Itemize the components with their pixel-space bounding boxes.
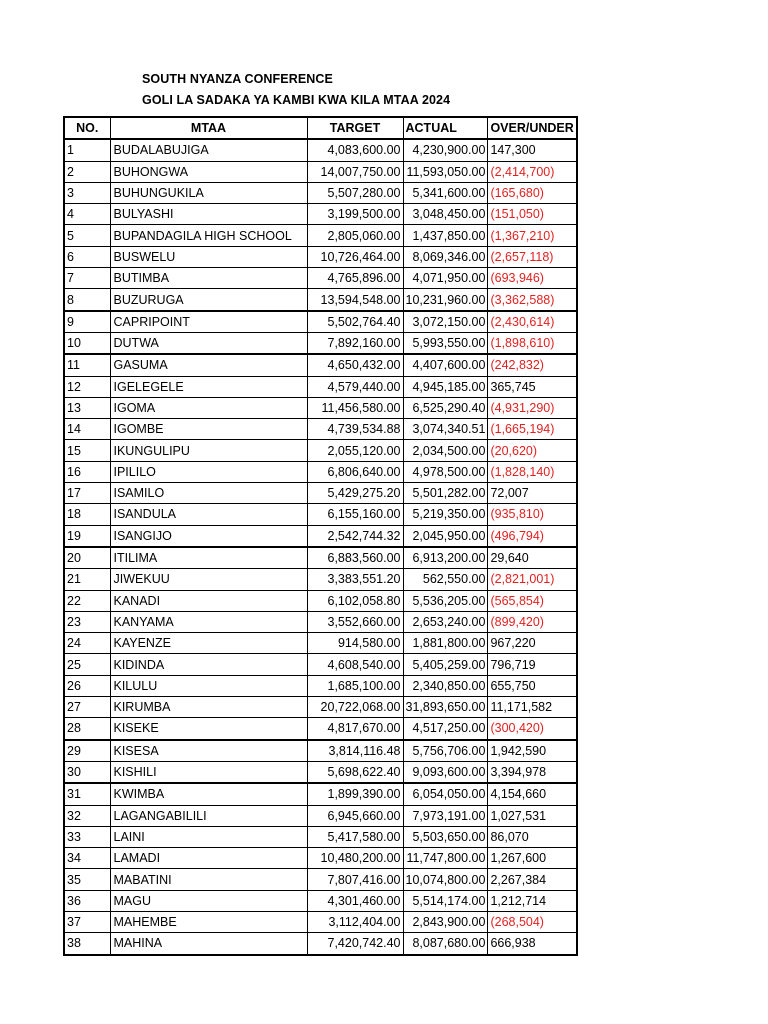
actual-amount: 4,407,600.00 bbox=[403, 354, 488, 376]
row-number: 24 bbox=[64, 633, 110, 654]
actual-amount: 562,550.00 bbox=[403, 569, 488, 590]
mtaa-name: CAPRIPOINT bbox=[110, 311, 307, 333]
mtaa-name: MAHINA bbox=[110, 933, 307, 955]
actual-amount: 10,074,800.00 bbox=[403, 869, 488, 890]
row-number: 23 bbox=[64, 611, 110, 632]
actual-amount: 4,230,900.00 bbox=[403, 139, 488, 161]
target-amount: 1,685,100.00 bbox=[307, 675, 403, 696]
actual-amount: 5,503,650.00 bbox=[403, 826, 488, 847]
row-number: 32 bbox=[64, 805, 110, 826]
mtaa-name: IGOMBE bbox=[110, 419, 307, 440]
table-row bbox=[64, 911, 577, 932]
actual-amount: 2,843,900.00 bbox=[403, 911, 488, 932]
table-row bbox=[64, 289, 577, 311]
row-number: 17 bbox=[64, 483, 110, 504]
target-amount: 5,417,580.00 bbox=[307, 826, 403, 847]
over-under-amount: 365,745 bbox=[488, 376, 577, 397]
target-amount: 14,007,750.00 bbox=[307, 161, 403, 182]
actual-amount: 7,973,191.00 bbox=[403, 805, 488, 826]
table-row bbox=[64, 440, 577, 461]
row-number: 9 bbox=[64, 311, 110, 333]
actual-amount: 4,517,250.00 bbox=[403, 718, 488, 740]
actual-amount: 5,993,550.00 bbox=[403, 332, 488, 354]
table-row bbox=[64, 204, 577, 225]
table-row bbox=[64, 161, 577, 182]
over-under-amount: (3,362,588) bbox=[488, 289, 577, 311]
table-row bbox=[64, 376, 577, 397]
target-amount: 4,083,600.00 bbox=[307, 139, 403, 161]
target-amount: 4,817,670.00 bbox=[307, 718, 403, 740]
target-amount: 1,899,390.00 bbox=[307, 783, 403, 805]
target-amount: 7,420,742.40 bbox=[307, 933, 403, 955]
target-amount: 5,429,275.20 bbox=[307, 483, 403, 504]
mtaa-name: BUZURUGA bbox=[110, 289, 307, 311]
target-amount: 3,383,551.20 bbox=[307, 569, 403, 590]
row-number: 25 bbox=[64, 654, 110, 675]
target-amount: 7,807,416.00 bbox=[307, 869, 403, 890]
row-number: 22 bbox=[64, 590, 110, 611]
row-number: 8 bbox=[64, 289, 110, 311]
over-under-amount: (242,832) bbox=[488, 354, 577, 376]
actual-amount: 8,087,680.00 bbox=[403, 933, 488, 955]
target-amount: 4,608,540.00 bbox=[307, 654, 403, 675]
over-under-amount: (151,050) bbox=[488, 204, 577, 225]
over-under-amount: (165,680) bbox=[488, 182, 577, 203]
mtaa-name: JIWEKUU bbox=[110, 569, 307, 590]
table-row bbox=[64, 633, 577, 654]
document-title: SOUTH NYANZA CONFERENCE bbox=[142, 72, 333, 86]
actual-amount: 2,340,850.00 bbox=[403, 675, 488, 696]
target-amount: 2,542,744.32 bbox=[307, 525, 403, 547]
over-under-amount: 796,719 bbox=[488, 654, 577, 675]
table-row bbox=[64, 504, 577, 525]
target-amount: 3,814,116.48 bbox=[307, 740, 403, 762]
row-number: 34 bbox=[64, 848, 110, 869]
target-amount: 5,502,764.40 bbox=[307, 311, 403, 333]
actual-amount: 31,893,650.00 bbox=[403, 697, 488, 718]
actual-amount: 3,072,150.00 bbox=[403, 311, 488, 333]
table-row bbox=[64, 354, 577, 376]
mtaa-name: KANYAMA bbox=[110, 611, 307, 632]
over-under-amount: 2,267,384 bbox=[488, 869, 577, 890]
actual-amount: 11,747,800.00 bbox=[403, 848, 488, 869]
over-under-amount: (1,665,194) bbox=[488, 419, 577, 440]
target-amount: 914,580.00 bbox=[307, 633, 403, 654]
actual-amount: 8,069,346.00 bbox=[403, 246, 488, 267]
mtaa-name: IGELEGELE bbox=[110, 376, 307, 397]
row-number: 36 bbox=[64, 890, 110, 911]
mtaa-name: MABATINI bbox=[110, 869, 307, 890]
target-amount: 3,199,500.00 bbox=[307, 204, 403, 225]
over-under-amount: 666,938 bbox=[488, 933, 577, 955]
over-under-amount: (268,504) bbox=[488, 911, 577, 932]
over-under-amount: (935,810) bbox=[488, 504, 577, 525]
over-under-amount: 967,220 bbox=[488, 633, 577, 654]
table-row bbox=[64, 869, 577, 890]
row-number: 38 bbox=[64, 933, 110, 955]
row-number: 4 bbox=[64, 204, 110, 225]
actual-amount: 6,054,050.00 bbox=[403, 783, 488, 805]
mtaa-name: KISESA bbox=[110, 740, 307, 762]
table-row bbox=[64, 246, 577, 267]
row-number: 27 bbox=[64, 697, 110, 718]
mtaa-name: KISEKE bbox=[110, 718, 307, 740]
actual-amount: 5,219,350.00 bbox=[403, 504, 488, 525]
target-amount: 4,650,432.00 bbox=[307, 354, 403, 376]
mtaa-name: KISHILI bbox=[110, 761, 307, 783]
column-header-mtaa: MTAA bbox=[110, 117, 307, 139]
target-amount: 10,480,200.00 bbox=[307, 848, 403, 869]
row-number: 11 bbox=[64, 354, 110, 376]
over-under-amount: (2,430,614) bbox=[488, 311, 577, 333]
target-amount: 2,805,060.00 bbox=[307, 225, 403, 246]
row-number: 14 bbox=[64, 419, 110, 440]
row-number: 13 bbox=[64, 397, 110, 418]
over-under-amount: 86,070 bbox=[488, 826, 577, 847]
over-under-amount: (20,620) bbox=[488, 440, 577, 461]
mtaa-name: BUHONGWA bbox=[110, 161, 307, 182]
row-number: 3 bbox=[64, 182, 110, 203]
over-under-amount: 147,300 bbox=[488, 139, 577, 161]
table-row bbox=[64, 590, 577, 611]
mtaa-name: ISANGIJO bbox=[110, 525, 307, 547]
actual-amount: 2,045,950.00 bbox=[403, 525, 488, 547]
actual-amount: 9,093,600.00 bbox=[403, 761, 488, 783]
over-under-amount: 29,640 bbox=[488, 547, 577, 569]
over-under-amount: 11,171,582 bbox=[488, 697, 577, 718]
row-number: 19 bbox=[64, 525, 110, 547]
table-row bbox=[64, 569, 577, 590]
over-under-amount: (2,657,118) bbox=[488, 246, 577, 267]
mtaa-name: LAINI bbox=[110, 826, 307, 847]
actual-amount: 5,536,205.00 bbox=[403, 590, 488, 611]
row-number: 10 bbox=[64, 332, 110, 354]
table-row bbox=[64, 268, 577, 289]
over-under-amount: (2,414,700) bbox=[488, 161, 577, 182]
table-row bbox=[64, 547, 577, 569]
table-row bbox=[64, 805, 577, 826]
mtaa-name: BUDALABUJIGA bbox=[110, 139, 307, 161]
actual-amount: 6,913,200.00 bbox=[403, 547, 488, 569]
row-number: 15 bbox=[64, 440, 110, 461]
table-row bbox=[64, 461, 577, 482]
target-amount: 6,883,560.00 bbox=[307, 547, 403, 569]
actual-amount: 3,074,340.51 bbox=[403, 419, 488, 440]
mtaa-name: BULYASHI bbox=[110, 204, 307, 225]
actual-amount: 3,048,450.00 bbox=[403, 204, 488, 225]
actual-amount: 10,231,960.00 bbox=[403, 289, 488, 311]
target-amount: 5,698,622.40 bbox=[307, 761, 403, 783]
table-row bbox=[64, 611, 577, 632]
over-under-amount: (899,420) bbox=[488, 611, 577, 632]
target-amount: 13,594,548.00 bbox=[307, 289, 403, 311]
actual-amount: 1,437,850.00 bbox=[403, 225, 488, 246]
actual-amount: 4,945,185.00 bbox=[403, 376, 488, 397]
mtaa-name: BUHUNGUKILA bbox=[110, 182, 307, 203]
row-number: 12 bbox=[64, 376, 110, 397]
actual-amount: 5,341,600.00 bbox=[403, 182, 488, 203]
column-header-over-under: OVER/UNDER bbox=[488, 117, 577, 139]
row-number: 20 bbox=[64, 547, 110, 569]
mtaa-name: LAMADI bbox=[110, 848, 307, 869]
row-number: 16 bbox=[64, 461, 110, 482]
over-under-amount: (693,946) bbox=[488, 268, 577, 289]
row-number: 1 bbox=[64, 139, 110, 161]
actual-amount: 2,653,240.00 bbox=[403, 611, 488, 632]
mtaa-name: ITILIMA bbox=[110, 547, 307, 569]
actual-amount: 5,756,706.00 bbox=[403, 740, 488, 762]
table-row bbox=[64, 761, 577, 783]
row-number: 31 bbox=[64, 783, 110, 805]
over-under-amount: (1,898,610) bbox=[488, 332, 577, 354]
table-header-row bbox=[64, 117, 577, 139]
target-amount: 5,507,280.00 bbox=[307, 182, 403, 203]
row-number: 6 bbox=[64, 246, 110, 267]
target-amount: 4,301,460.00 bbox=[307, 890, 403, 911]
row-number: 7 bbox=[64, 268, 110, 289]
row-number: 35 bbox=[64, 869, 110, 890]
row-number: 37 bbox=[64, 911, 110, 932]
mtaa-name: KILULU bbox=[110, 675, 307, 696]
table-row bbox=[64, 890, 577, 911]
column-header-actual: ACTUAL bbox=[403, 117, 488, 139]
table-row bbox=[64, 848, 577, 869]
row-number: 5 bbox=[64, 225, 110, 246]
table-row bbox=[64, 826, 577, 847]
over-under-amount: 3,394,978 bbox=[488, 761, 577, 783]
table-row bbox=[64, 675, 577, 696]
table-row bbox=[64, 311, 577, 333]
target-amount: 4,739,534.88 bbox=[307, 419, 403, 440]
table-row bbox=[64, 139, 577, 161]
table-row bbox=[64, 397, 577, 418]
mtaa-name: IGOMA bbox=[110, 397, 307, 418]
row-number: 30 bbox=[64, 761, 110, 783]
table-row bbox=[64, 783, 577, 805]
target-amount: 6,945,660.00 bbox=[307, 805, 403, 826]
target-amount: 6,806,640.00 bbox=[307, 461, 403, 482]
mtaa-name: BUPANDAGILA HIGH SCHOOL bbox=[110, 225, 307, 246]
over-under-amount: (4,931,290) bbox=[488, 397, 577, 418]
target-amount: 10,726,464.00 bbox=[307, 246, 403, 267]
mtaa-name: KWIMBA bbox=[110, 783, 307, 805]
over-under-amount: (300,420) bbox=[488, 718, 577, 740]
target-amount: 6,102,058.80 bbox=[307, 590, 403, 611]
over-under-amount: 4,154,660 bbox=[488, 783, 577, 805]
table-row bbox=[64, 332, 577, 354]
table-row bbox=[64, 933, 577, 955]
row-number: 21 bbox=[64, 569, 110, 590]
target-amount: 6,155,160.00 bbox=[307, 504, 403, 525]
mtaa-name: IKUNGULIPU bbox=[110, 440, 307, 461]
mtaa-name: IPILILO bbox=[110, 461, 307, 482]
over-under-amount: (496,794) bbox=[488, 525, 577, 547]
row-number: 33 bbox=[64, 826, 110, 847]
table-row bbox=[64, 483, 577, 504]
target-amount: 3,552,660.00 bbox=[307, 611, 403, 632]
target-amount: 20,722,068.00 bbox=[307, 697, 403, 718]
actual-amount: 5,405,259.00 bbox=[403, 654, 488, 675]
mtaa-name: DUTWA bbox=[110, 332, 307, 354]
target-amount: 7,892,160.00 bbox=[307, 332, 403, 354]
document-subtitle: GOLI LA SADAKA YA KAMBI KWA KILA MTAA 2024 bbox=[142, 93, 451, 107]
column-header-target: TARGET bbox=[307, 117, 403, 139]
actual-amount: 5,501,282.00 bbox=[403, 483, 488, 504]
target-amount: 11,456,580.00 bbox=[307, 397, 403, 418]
mtaa-name: KIRUMBA bbox=[110, 697, 307, 718]
table-row bbox=[64, 718, 577, 740]
over-under-amount: 1,212,714 bbox=[488, 890, 577, 911]
actual-amount: 11,593,050.00 bbox=[403, 161, 488, 182]
over-under-amount: (565,854) bbox=[488, 590, 577, 611]
actual-amount: 4,071,950.00 bbox=[403, 268, 488, 289]
column-header-no: NO. bbox=[64, 117, 110, 139]
over-under-amount: 1,267,600 bbox=[488, 848, 577, 869]
over-under-amount: (2,821,001) bbox=[488, 569, 577, 590]
mtaa-name: MAHEMBE bbox=[110, 911, 307, 932]
target-amount: 2,055,120.00 bbox=[307, 440, 403, 461]
offering-target-table bbox=[63, 116, 578, 956]
mtaa-name: ISAMILO bbox=[110, 483, 307, 504]
table-row bbox=[64, 419, 577, 440]
table-row bbox=[64, 654, 577, 675]
table-row bbox=[64, 525, 577, 547]
mtaa-name: KAYENZE bbox=[110, 633, 307, 654]
over-under-amount: 655,750 bbox=[488, 675, 577, 696]
mtaa-name: BUTIMBA bbox=[110, 268, 307, 289]
actual-amount: 5,514,174.00 bbox=[403, 890, 488, 911]
table-row bbox=[64, 697, 577, 718]
target-amount: 4,765,896.00 bbox=[307, 268, 403, 289]
actual-amount: 1,881,800.00 bbox=[403, 633, 488, 654]
over-under-amount: 72,007 bbox=[488, 483, 577, 504]
over-under-amount: 1,942,590 bbox=[488, 740, 577, 762]
actual-amount: 6,525,290.40 bbox=[403, 397, 488, 418]
target-amount: 3,112,404.00 bbox=[307, 911, 403, 932]
over-under-amount: (1,828,140) bbox=[488, 461, 577, 482]
row-number: 18 bbox=[64, 504, 110, 525]
target-amount: 4,579,440.00 bbox=[307, 376, 403, 397]
table-row bbox=[64, 740, 577, 762]
mtaa-name: ISANDULA bbox=[110, 504, 307, 525]
row-number: 29 bbox=[64, 740, 110, 762]
mtaa-name: LAGANGABILILI bbox=[110, 805, 307, 826]
mtaa-name: MAGU bbox=[110, 890, 307, 911]
row-number: 2 bbox=[64, 161, 110, 182]
over-under-amount: (1,367,210) bbox=[488, 225, 577, 246]
table-row bbox=[64, 225, 577, 246]
row-number: 28 bbox=[64, 718, 110, 740]
actual-amount: 4,978,500.00 bbox=[403, 461, 488, 482]
mtaa-name: KIDINDA bbox=[110, 654, 307, 675]
over-under-amount: 1,027,531 bbox=[488, 805, 577, 826]
actual-amount: 2,034,500.00 bbox=[403, 440, 488, 461]
mtaa-name: BUSWELU bbox=[110, 246, 307, 267]
table-row bbox=[64, 182, 577, 203]
mtaa-name: GASUMA bbox=[110, 354, 307, 376]
row-number: 26 bbox=[64, 675, 110, 696]
mtaa-name: KANADI bbox=[110, 590, 307, 611]
